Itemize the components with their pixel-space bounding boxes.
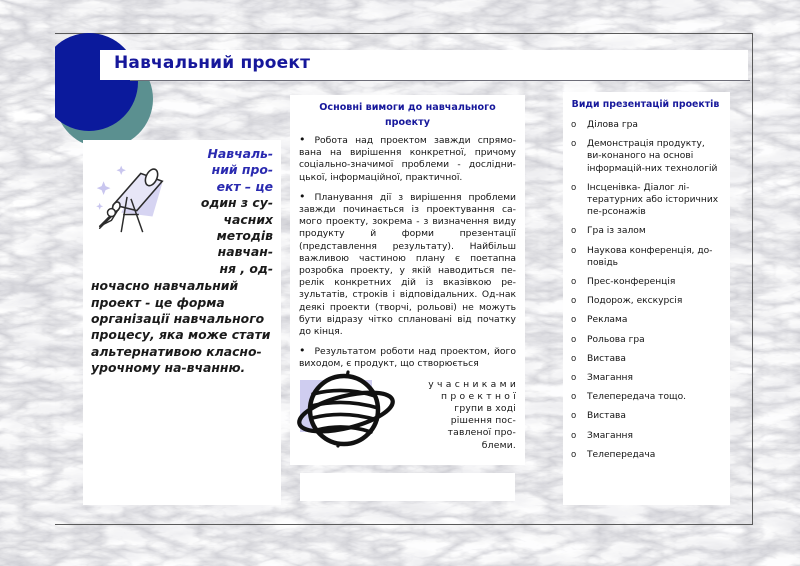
list-bullet-glyph: o bbox=[571, 411, 577, 422]
list-item-label: Змагання bbox=[587, 373, 633, 384]
tail-line-2: групи в ході bbox=[454, 403, 516, 415]
tail-line-3: рішення пос- bbox=[450, 415, 516, 427]
tail-line-4: тавленої про- bbox=[447, 427, 516, 439]
decorative-circle-mask bbox=[0, 0, 55, 566]
list-bullet-glyph: o bbox=[571, 226, 577, 237]
left-lead-line-7: ня , од- bbox=[219, 260, 273, 276]
middle-panel-heading: Основні вимоги до навчального проекту bbox=[319, 102, 496, 128]
middle-bullet-1 bbox=[299, 135, 516, 184]
list-item bbox=[569, 372, 722, 384]
list-item-label: Рольова гра bbox=[587, 334, 645, 345]
list-item-label: Змагання bbox=[587, 430, 633, 441]
left-lead-line-0: Навчаль- bbox=[207, 146, 273, 161]
list-item bbox=[569, 410, 722, 422]
bullet-glyph: • bbox=[299, 133, 306, 146]
list-item bbox=[569, 430, 722, 442]
bullet-glyph: • bbox=[299, 189, 306, 203]
tail-line-0: у ч а с н и к а м и bbox=[428, 378, 516, 390]
list-item-label: Телепередача тощо. bbox=[587, 392, 687, 403]
list-item-label: Демонстрація продукту, ви-конаного на основі інформацій-них технологій bbox=[587, 139, 718, 174]
list-item-label: Прес-конференція bbox=[587, 277, 676, 288]
list-item bbox=[569, 334, 722, 346]
middle-panel-footer-box bbox=[300, 473, 515, 501]
list-item bbox=[569, 391, 722, 403]
list-item-label: Телепередача bbox=[587, 449, 656, 460]
list-item bbox=[569, 449, 722, 461]
title-divider bbox=[130, 80, 750, 81]
list-bullet-glyph: o bbox=[571, 120, 577, 130]
list-item-label: Наукова конференція, до-повідь bbox=[587, 245, 713, 268]
list-item bbox=[569, 276, 722, 288]
list-bullet-glyph: o bbox=[571, 296, 577, 307]
tail-line-5: блеми. bbox=[481, 439, 516, 451]
list-item-label: Інсценівка- Діалог лі-тературних або історичних пе-рсонажів bbox=[587, 182, 719, 218]
saturn-planet-icon bbox=[288, 350, 418, 470]
list-bullet-glyph: o bbox=[571, 182, 577, 193]
middle-content-panel bbox=[290, 95, 525, 465]
list-item-label: Вистава bbox=[587, 353, 626, 364]
list-bullet-glyph: o bbox=[571, 373, 577, 384]
left-body-text: ночасно навчальний проект - це форма організації навчального процесу, яка може стати альтернативою класно-урочному на-вчанню. bbox=[91, 278, 271, 376]
left-lead-line-5: методів bbox=[216, 228, 273, 244]
bullet-glyph: • bbox=[299, 344, 306, 358]
list-bullet-glyph: o bbox=[571, 334, 577, 345]
list-item-label: Подорож, екскурсія bbox=[587, 296, 683, 307]
middle-bullet-1-text: Робота над проектом завжди спрямо-вана на вирішення конкретної, причому соціально-значимої проблеми - дослідни-цької, інформаційної, практичної. bbox=[299, 135, 516, 183]
list-item bbox=[569, 353, 722, 365]
title-bar bbox=[100, 50, 748, 80]
list-item bbox=[569, 119, 722, 131]
right-panel-heading: Види презентацій проектів bbox=[571, 99, 720, 110]
list-item bbox=[569, 225, 722, 237]
tail-line-1: п р о е к т н о ї bbox=[441, 390, 516, 402]
middle-bullet-2 bbox=[299, 189, 516, 338]
list-bullet-glyph: o bbox=[571, 245, 577, 256]
left-lead-line-6: навчан- bbox=[217, 244, 273, 260]
list-item bbox=[569, 314, 722, 326]
list-bullet-glyph: o bbox=[571, 392, 577, 403]
list-bullet-glyph: o bbox=[571, 430, 577, 441]
list-item-label: Ділова гра bbox=[587, 120, 638, 130]
middle-bullet-3-text: Результатом роботи над проектом, його виходом, є продукт, що створюється bbox=[299, 346, 516, 370]
list-bullet-glyph: o bbox=[571, 277, 577, 288]
left-lead-line-2: ект – це bbox=[216, 178, 273, 194]
list-item bbox=[569, 245, 722, 269]
page-title: Навчальний проект bbox=[114, 53, 311, 73]
list-item bbox=[569, 182, 722, 219]
list-item-label: Вистава bbox=[587, 411, 626, 422]
list-item-label: Реклама bbox=[587, 315, 628, 326]
telescope-icon bbox=[91, 148, 169, 238]
list-bullet-glyph: o bbox=[571, 353, 577, 364]
list-item bbox=[569, 295, 722, 307]
list-bullet-glyph: o bbox=[571, 315, 577, 326]
list-item bbox=[569, 138, 722, 175]
left-lead-line-1: ний про- bbox=[211, 162, 273, 178]
list-item-label: Гра із залом bbox=[587, 226, 646, 237]
list-bullet-glyph: o bbox=[571, 449, 577, 460]
middle-bullet-2-text: Планування дії з вирішення проблеми завжди починається із проектування са-мого проекту, зокрема - з визначення виду продукту й форми презентації (представлення результату). Найбільш важливою частиною плану є поетапна розробка проекту, у якій наводиться пе-релік конкретних дій із вказівкою ре-зультатів, строків і відповідальних. Од-нак деякі проекти (творчі, рольові) не можуть бути відразу чітко сплановані від початку до кінця. bbox=[299, 191, 516, 338]
right-content-panel bbox=[563, 92, 730, 505]
left-lead-line-4: часних bbox=[223, 211, 273, 227]
left-content-panel bbox=[83, 140, 281, 505]
left-lead-line-3: один з су- bbox=[200, 195, 273, 211]
list-bullet-glyph: o bbox=[571, 139, 577, 150]
